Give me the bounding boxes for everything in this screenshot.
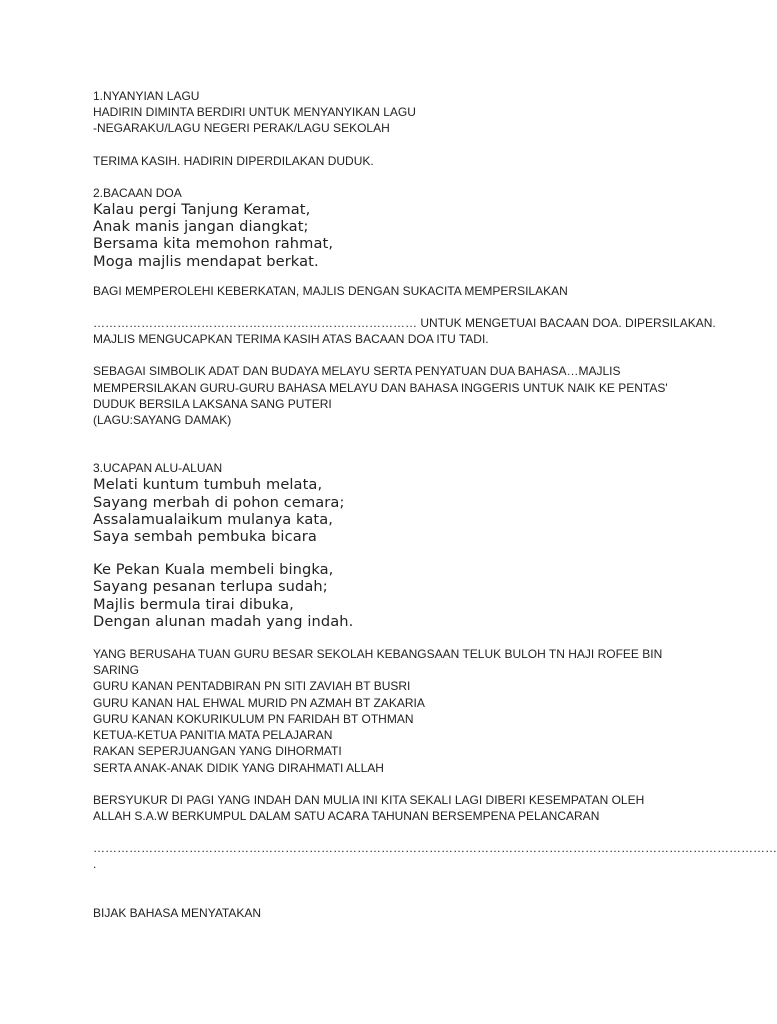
section-heading-bacaan-doa: 2.BACAAN DOA — [93, 185, 182, 200]
spacer — [93, 545, 683, 561]
spacer — [93, 270, 683, 283]
section-heading-nyanyian-lagu: 1.NYANYIAN LAGU — [93, 89, 200, 103]
text-line: ALLAH S.A.W BERKUMPUL DALAM SATU ACARA TAHUNAN BERSEMPENA PELANCARAN — [93, 808, 600, 823]
pantun-doa — [93, 201, 683, 270]
spacer — [93, 169, 683, 185]
text-line: -NEGARAKU/LAGU NEGERI PERAK/LAGU SEKOLAH — [93, 121, 390, 136]
text-line: (LAGU:SAYANG DAMAK) — [93, 413, 232, 428]
greeting-line: RAKAN SEPERJUANGAN YANG DIHORMATI — [93, 744, 342, 759]
pantun-line: Sayang merbah di pohon cemara; — [93, 493, 345, 511]
pantun-line: Kalau pergi Tanjung Keramat, — [93, 201, 311, 219]
pantun-line: Majlis bermula tirai dibuka, — [93, 595, 294, 613]
spacer — [93, 776, 683, 792]
text-line: BAGI MEMPEROLEHI KEBERKATAN, MAJLIS DENGAN SUKACITA MEMPERSILAKAN — [93, 283, 568, 298]
pantun-line: Anak manis jangan diangkat; — [93, 218, 309, 236]
spacer — [93, 347, 683, 363]
closing-line: BIJAK BAHASA MENYATAKAN — [93, 905, 262, 920]
text-line: ……………………………………………………………………… UNTUK MENGETUAI BACAAN DOA. DIPERSILAKAN. — [93, 316, 716, 331]
text-line: DUDUK BERSILA LAKSANA SANG PUTERI — [93, 396, 332, 411]
greeting-line: GURU KANAN KOKURIKULUM PN FARIDAH BT OTHMAN — [93, 711, 414, 726]
spacer — [93, 299, 683, 315]
text-line: SEBAGAI SIMBOLIK ADAT DAN BUDAYA MELAYU SERTA PENYATUAN DUA BAHASA…MAJLIS — [93, 364, 621, 379]
pantun-line: Saya sembah pembuka bicara — [93, 528, 317, 546]
greeting-line: GURU KANAN HAL EHWAL MURID PN AZMAH BT ZAKARIA — [93, 695, 425, 710]
greeting-line: SERTA ANAK-ANAK DIDIK YANG DIRAHMATI ALLAH — [93, 760, 384, 775]
pantun-pembuka — [93, 476, 683, 545]
pantun-line: Dengan alunan madah yang indah. — [93, 612, 354, 630]
pantun-line: Ke Pekan Kuala membeli bingka, — [93, 561, 334, 579]
text-line: BERSYUKUR DI PAGI YANG INDAH DAN MULIA INI KITA SEKALI LAGI DIBERI KESEMPATAN OLEH — [93, 792, 645, 807]
spacer — [93, 824, 683, 840]
text-line: MEMPERSILAKAN GURU-GURU BAHASA MELAYU DAN BAHASA INGGERIS UNTUK NAIK KE PENTAS' — [93, 380, 668, 395]
text-line: TERIMA KASIH. HADIRIN DIPERDILAKAN DUDUK. — [93, 153, 374, 168]
pantun-majlis — [93, 561, 683, 630]
greeting-line: SARING — [93, 663, 140, 678]
section-heading-ucapan-alu-aluan: 3.UCAPAN ALU-ALUAN — [93, 461, 223, 476]
spacer — [93, 137, 683, 153]
text-line: MAJLIS MENGUCAPKAN TERIMA KASIH ATAS BACAAN DOA ITU TADI. — [93, 332, 489, 347]
spacer — [93, 428, 683, 460]
pantun-line: Bersama kita memohon rahmat, — [93, 235, 334, 253]
document-page — [93, 88, 777, 921]
greeting-line: KETUA-KETUA PANITIA MATA PELAJARAN — [93, 728, 333, 743]
blank-fill-line: ……………………………………………………………………………………………………………………………………………………… — [93, 841, 777, 856]
pantun-line: Moga majlis mendapat berkat. — [93, 252, 319, 270]
greeting-line: GURU KANAN PENTADBIRAN PN SITI ZAVIAH BT BUSRI — [93, 679, 411, 694]
text-line: HADIRIN DIMINTA BERDIRI UNTUK MENYANYIKAN LAGU — [93, 105, 416, 120]
spacer — [93, 630, 683, 646]
pantun-line: Assalamualaikum mulanya kata, — [93, 510, 333, 528]
pantun-line: Sayang pesanan terlupa sudah; — [93, 578, 328, 596]
pantun-line: Melati kuntum tumbuh melata, — [93, 476, 323, 494]
greeting-line: YANG BERUSAHA TUAN GURU BESAR SEKOLAH KEBANGSAAN TELUK BULOH TN HAJI ROFEE BIN — [93, 647, 663, 662]
blank-fill-end: . — [93, 857, 97, 872]
spacer — [93, 873, 683, 905]
